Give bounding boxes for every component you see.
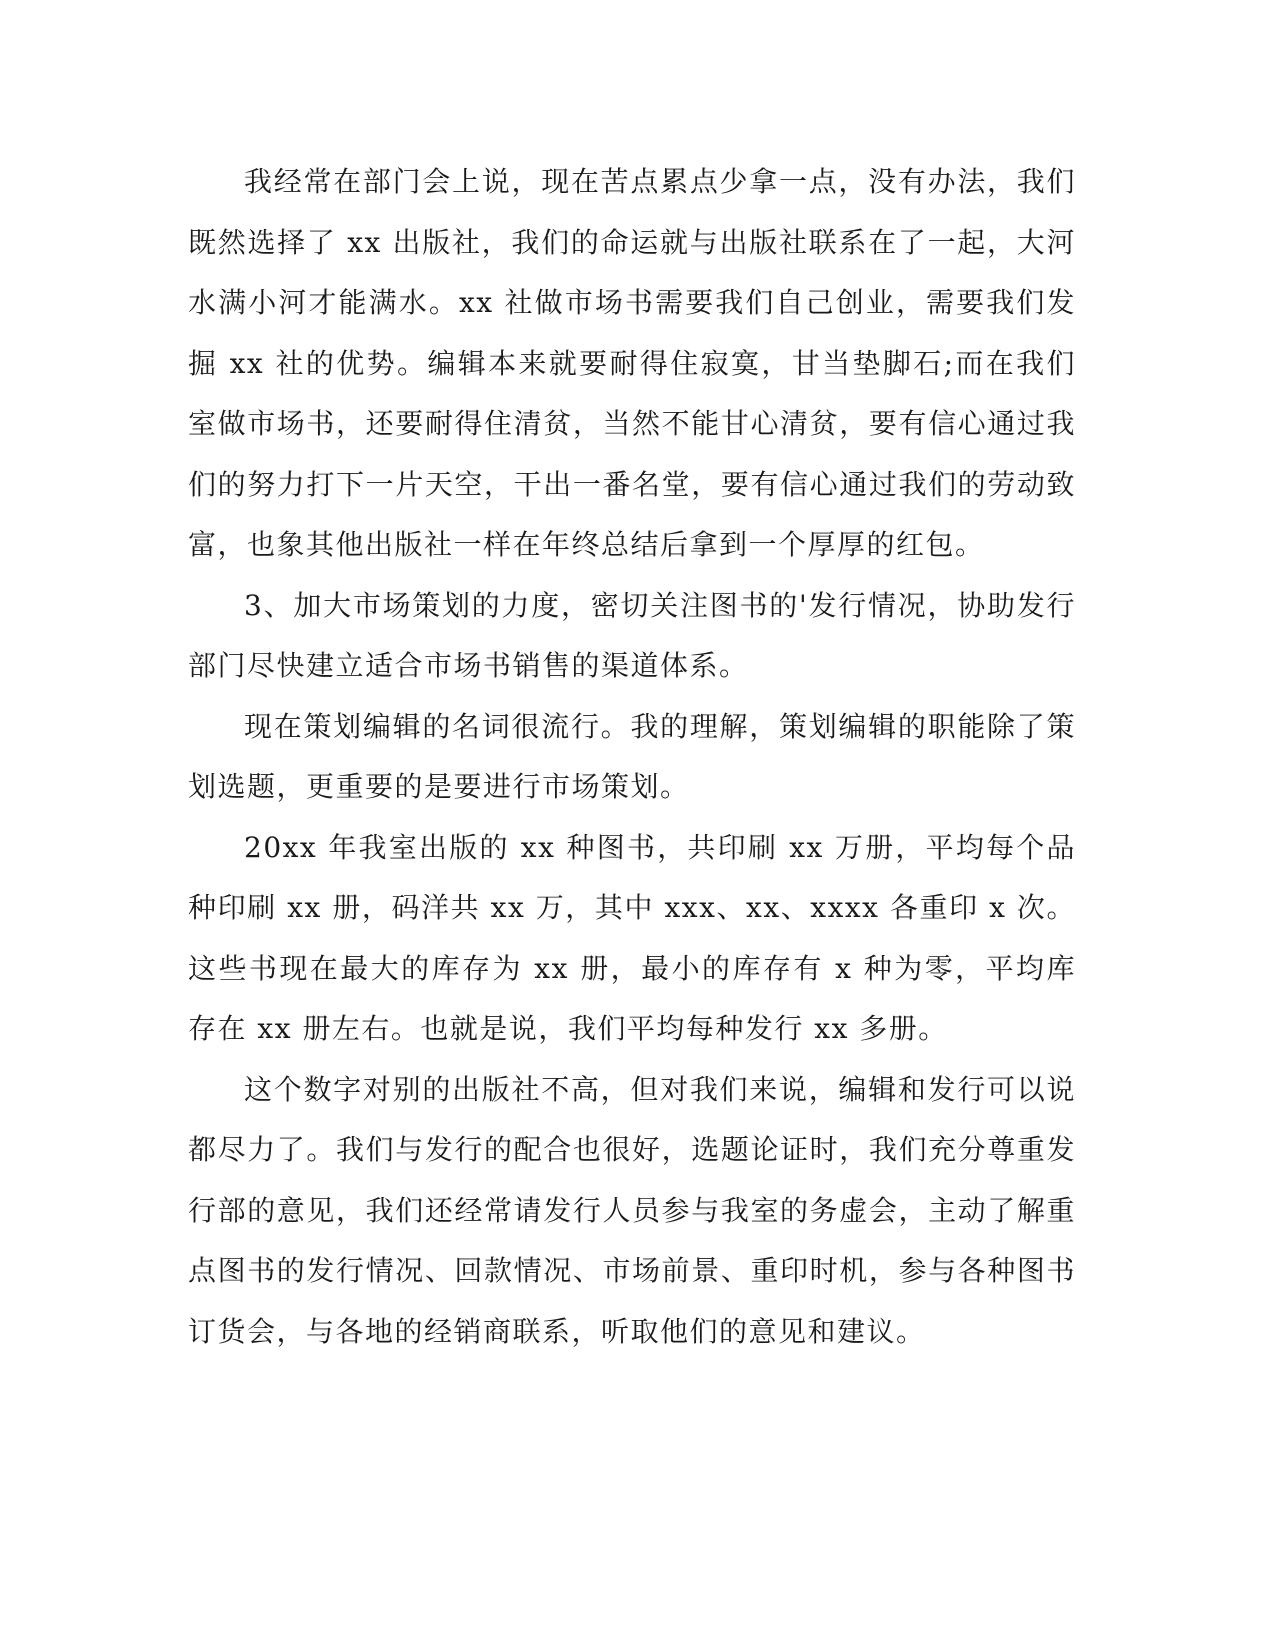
paragraph-2: 3、加大市场策划的力度，密切关注图书的'发行情况，协助发行部门尽快建立适合市场书销售的渠道体系。 — [188, 588, 1076, 682]
document-page — [188, 152, 1076, 1362]
paragraph-5: 这个数字对别的出版社不高，但对我们来说，编辑和发行可以说都尽力了。我们与发行的配合也很好，选题论证时，我们充分尊重发行部的意见，我们还经常请发行人员参与我室的务虚会，主动了解重点图书的发行情况、回款情况、市场前景、重印时机，参与各种图书订货会，与各地的经销商联系，听取他们的意见和建议。 — [188, 1072, 1076, 1348]
paragraph-3: 现在策划编辑的名词很流行。我的理解，策划编辑的职能除了策划选题，更重要的是要进行市场策划。 — [188, 709, 1076, 803]
paragraph-1: 我经常在部门会上说，现在苦点累点少拿一点，没有办法，我们既然选择了 xx 出版社，我们的命运就与出版社联系在了一起，大河水满小河才能满水。xx 社做市场书需要我们自己创业，需要我们发掘 xx 社的优势。编辑本来就要耐得住寂寞，甘当垫脚石;而在我们室做市场书，还要耐得住清贫，当然不能甘心清贫，要有信心通过我们的努力打下一片天空，干出一番名堂，要有信心通过我们的劳动致富，也象其他出版社一样在年终总结后拿到一个厚厚的红包。 — [188, 165, 1076, 561]
paragraph-4: 20xx 年我室出版的 xx 种图书，共印刷 xx 万册，平均每个品种印刷 xx 册，码洋共 xx 万，其中 xxx、xx、xxxx 各重印 x 次。这些书现在最大的库存为 xx 册，最小的库存有 x 种为零，平均库存在 xx 册左右。也就是说，我们平均每种发行 xx 多册。 — [188, 830, 1076, 1045]
